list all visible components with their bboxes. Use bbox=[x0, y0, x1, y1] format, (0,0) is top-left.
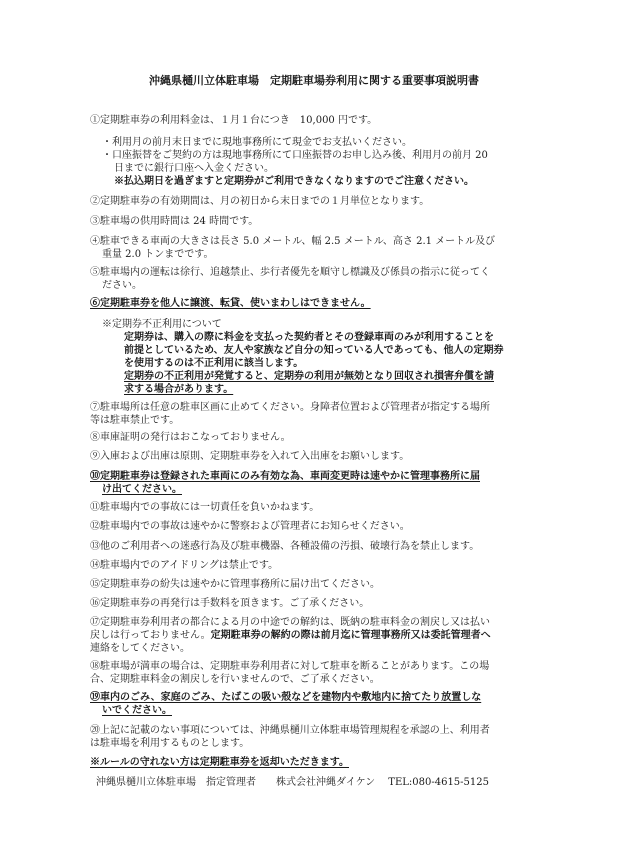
item-3-line: ③駐車場の供用時間は 24 時間です。 bbox=[90, 216, 259, 227]
item-15 bbox=[90, 578, 560, 591]
item-17-line-2b: 定期駐車券の解約の際は前月迄に管理事務所又は委託管理者へ bbox=[210, 630, 491, 641]
item-18-line-1: ⑱駐車場が満車の場合は、定期駐車券利用者に対して駐車を断ることがあります。この場 bbox=[90, 661, 490, 672]
item-10-line-1: ⑩定期駐車券は登録された車両にのみ有効な為、車両変更時は速やかに管理事務所に届 bbox=[90, 471, 480, 482]
item-11 bbox=[90, 501, 560, 514]
item-4-line-1: ④駐車できる車両の大きさは長さ 5.0 メートル、幅 2.5 メートル、高さ 2.1 メートル及び bbox=[90, 236, 496, 247]
item-10-line-2: け出てください。 bbox=[102, 484, 182, 495]
item-16-line: ⑯定期駐車券の再発行は手数料を頂きます。ご了承ください。 bbox=[90, 598, 370, 609]
item-6 bbox=[90, 297, 560, 310]
item-9 bbox=[90, 450, 560, 463]
item-7-line-1: ⑦駐車場所は任意の駐車区画に止めてください。身障者位置および管理者が指定する場所 bbox=[90, 402, 490, 413]
item-15-line: ⑮定期駐車券の紛失は速やかに管理事務所に届け出てください。 bbox=[90, 579, 380, 590]
item-20-line-2: は駐車場を利用するものとします。 bbox=[90, 738, 250, 749]
rule-notice-line: ※ルールの守れない方は定期駐車券を返却いただきます。 bbox=[90, 757, 349, 768]
item-16 bbox=[90, 597, 560, 610]
item-18-line-2: 合、定期駐車料金の割戻しを行いませんので、ご了承ください。 bbox=[90, 674, 380, 685]
item-17-line-3: 連絡をしてください。 bbox=[90, 643, 190, 654]
fraud-note bbox=[90, 318, 560, 396]
item-19-line-1: ⑲車内のごみ、家庭のごみ、たばこの吸い殻などを建物内や敷地内に捨てたり放置しな bbox=[90, 692, 482, 703]
item-13 bbox=[90, 540, 560, 553]
item-3 bbox=[90, 215, 560, 228]
fraud-note-line-3: 前提としているため、友人や家族など自分の知っている人であっても、他人の定期券 bbox=[124, 345, 504, 356]
item-17-line-1: ⑰定期駐車券利用者の都合による月の中途での解約は、既納の駐車料金の割戻し又は払い bbox=[90, 617, 490, 628]
item-20-line-1: ⑳上記に記載のない事項については、沖縄県樋川立体駐車場管理規程を承認の上、利用者 bbox=[90, 725, 490, 736]
item-2 bbox=[90, 195, 560, 208]
item-14 bbox=[90, 559, 560, 572]
item-1-line-5: ※払込期日を過ぎますと定期券がご利用できなくなりますのでご注意ください。 bbox=[114, 176, 474, 187]
item-19 bbox=[90, 691, 560, 717]
item-5-line-2: ださい。 bbox=[102, 280, 142, 291]
item-1-line-2: ・利用月の前月末日までに現地事務所にて現金でお支払いください。 bbox=[102, 137, 412, 148]
item-5-line-1: ⑤駐車場内の運転は徐行、追越禁止、歩行者優先を順守し標識及び係員の指示に従ってく bbox=[90, 267, 490, 278]
fraud-note-line-4: を使用するのは不正利用に該当します。 bbox=[124, 358, 304, 369]
fraud-note-line-6: 求する場合があります。 bbox=[124, 384, 234, 395]
item-10 bbox=[90, 470, 560, 496]
fraud-note-line-2: 定期券は、購入の際に料金を支払った契約者とその登録車両のみが利用することを bbox=[124, 332, 494, 343]
item-7-line-2: 等は駐車禁止です。 bbox=[90, 415, 180, 426]
document-title: 沖縄県樋川立体駐車場 定期駐車場券利用に関する重要事項説明書 bbox=[149, 74, 479, 87]
item-17 bbox=[90, 616, 560, 655]
item-14-line: ⑭駐車場内でのアイドリングは禁止です。 bbox=[90, 560, 279, 571]
item-1-line-1: ①定期駐車券の利用料金は、１月１台につき 10,000 円です。 bbox=[90, 115, 378, 126]
item-17-line-2 bbox=[90, 629, 560, 642]
item-4 bbox=[90, 235, 560, 261]
item-1 bbox=[90, 114, 560, 188]
item-5 bbox=[90, 266, 560, 292]
item-18 bbox=[90, 660, 560, 686]
item-20 bbox=[90, 724, 560, 750]
item-13-line: ⑬他のご利用者への迷惑行為及び駐車機器、各種設備の汚損、破壊行為を禁止します。 bbox=[90, 541, 480, 552]
item-6-line: ⑥定期駐車券を他人に譲渡、転貸、使いまわしはできません。 bbox=[90, 298, 371, 309]
item-11-line: ⑪駐車場内での事故には一切責任を負いかねます。 bbox=[90, 502, 320, 513]
item-17-line-2a: 戻しは行っておりません。 bbox=[90, 630, 211, 641]
item-8-line: ⑧車庫証明の発行はおこなっておりません。 bbox=[90, 432, 291, 443]
item-2-line: ②定期駐車券の有効期間は、月の初日から末日までの１月単位となります。 bbox=[90, 196, 430, 207]
item-12-line: ⑫駐車場内での事故は速やかに警察および管理者にお知らせください。 bbox=[90, 521, 410, 532]
item-19-line-2: いでください。 bbox=[102, 705, 172, 716]
footer-contact: 沖縄県樋川立体駐車場 指定管理者 株式会社沖縄ダイケン TEL:080-4615-5125 bbox=[96, 777, 490, 788]
item-12 bbox=[90, 520, 560, 533]
rule-notice bbox=[90, 756, 560, 769]
item-1-line-4: 日までに銀行口座へ入金ください。 bbox=[114, 163, 274, 174]
item-1-line-3: ・口座振替をご契約の方は現地事務所にて口座振替のお申し込み後、利用月の前月 20 bbox=[102, 150, 488, 161]
fraud-note-line-5: 定期券の不正利用が発覚すると、定期券の利用が無効となり回収され損害弁償を請 bbox=[124, 371, 494, 382]
fraud-note-heading: ※定期券不正利用について bbox=[102, 319, 222, 330]
item-4-line-2: 重量 2.0 トンまでです。 bbox=[102, 249, 214, 260]
item-8 bbox=[90, 431, 560, 444]
item-7 bbox=[90, 401, 560, 427]
item-9-line: ⑨入庫および出庫は原則、定期駐車券を入れて入出庫をお願いします。 bbox=[90, 451, 410, 462]
